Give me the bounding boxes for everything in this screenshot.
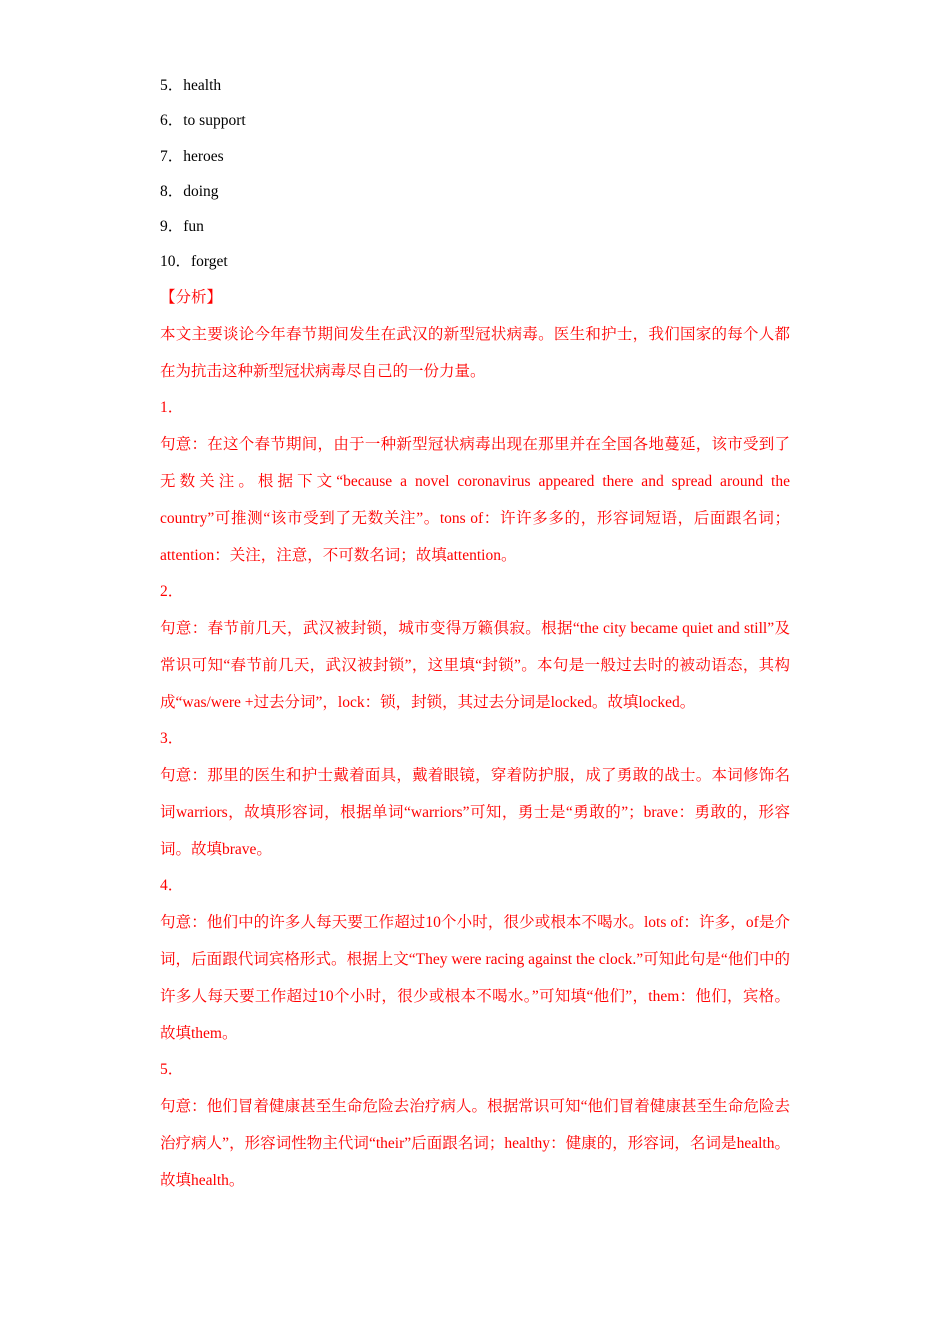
answer-line: 6．to support	[160, 112, 246, 130]
item-explanation: 句意：他们冒着健康甚至生命危险去治疗病人。根据常识可知“他们冒着健康甚至生命危险去治疗病人”，形容词性物主代词“their”后面跟名词；healthy：健康的，形容词，名词是health。故填health。	[160, 1097, 790, 1189]
item-number: 4．	[160, 876, 184, 894]
analysis-title: 【分析】	[160, 288, 223, 306]
item-explanation: 句意：那里的医生和护士戴着面具，戴着眼镜，穿着防护服，成了勇敢的战士。本词修饰名词warriors，故填形容词，根据单词“warriors”可知，勇士是“勇敢的”；brave：勇敢的，形容词。故填brave。	[160, 766, 790, 858]
item-number: 1．	[160, 398, 184, 416]
answer-line: 7．heroes	[160, 147, 224, 165]
item-number: 2．	[160, 582, 184, 600]
answer-line: 5．health	[160, 77, 222, 94]
item-number: 3．	[160, 729, 184, 747]
item-explanation: 句意：在这个春节期间，由于一种新型冠状病毒出现在那里并在全国各地蔓延，该市受到了无数关注。根据下文“because a novel coronavirus appeared there and spread around the country”可推测“该市受到了无数关注”。tons of：许许多多的，形容词短语，后面跟名词；attention：关注，注意，不可数名词；故填attention。	[160, 435, 790, 564]
document-page	[160, 68, 790, 1199]
answer-line: 8．doing	[160, 182, 219, 200]
answer-line: 10．forget	[160, 253, 228, 271]
item-explanation: 句意：他们中的许多人每天要工作超过10个小时，很少或根本不喝水。lots of：许多，of是介词，后面跟代词宾格形式。根据上文“They were racing against the clock.”可知此句是“他们中的许多人每天要工作超过10个小时，很少或根本不喝水。”可知填“他们”，them：他们，宾格。故填them。	[160, 913, 790, 1042]
item-number: 5．	[160, 1060, 184, 1078]
summary-paragraph: 本文主要谈论今年春节期间发生在武汉的新型冠状病毒。医生和护士，我们国家的每个人都在为抗击这种新型冠状病毒尽自己的一份力量。	[160, 325, 790, 380]
item-explanation: 句意：春节前几天，武汉被封锁，城市变得万籁俱寂。根据“the city became quiet and still”及常识可知“春节前几天，武汉被封锁”，这里填“封锁”。本句是一般过去时的被动语态，其构成“was/were +过去分词”，lock：锁，封锁，其过去分词是locked。故填locked。	[160, 619, 790, 711]
answer-line: 9．fun	[160, 218, 204, 236]
